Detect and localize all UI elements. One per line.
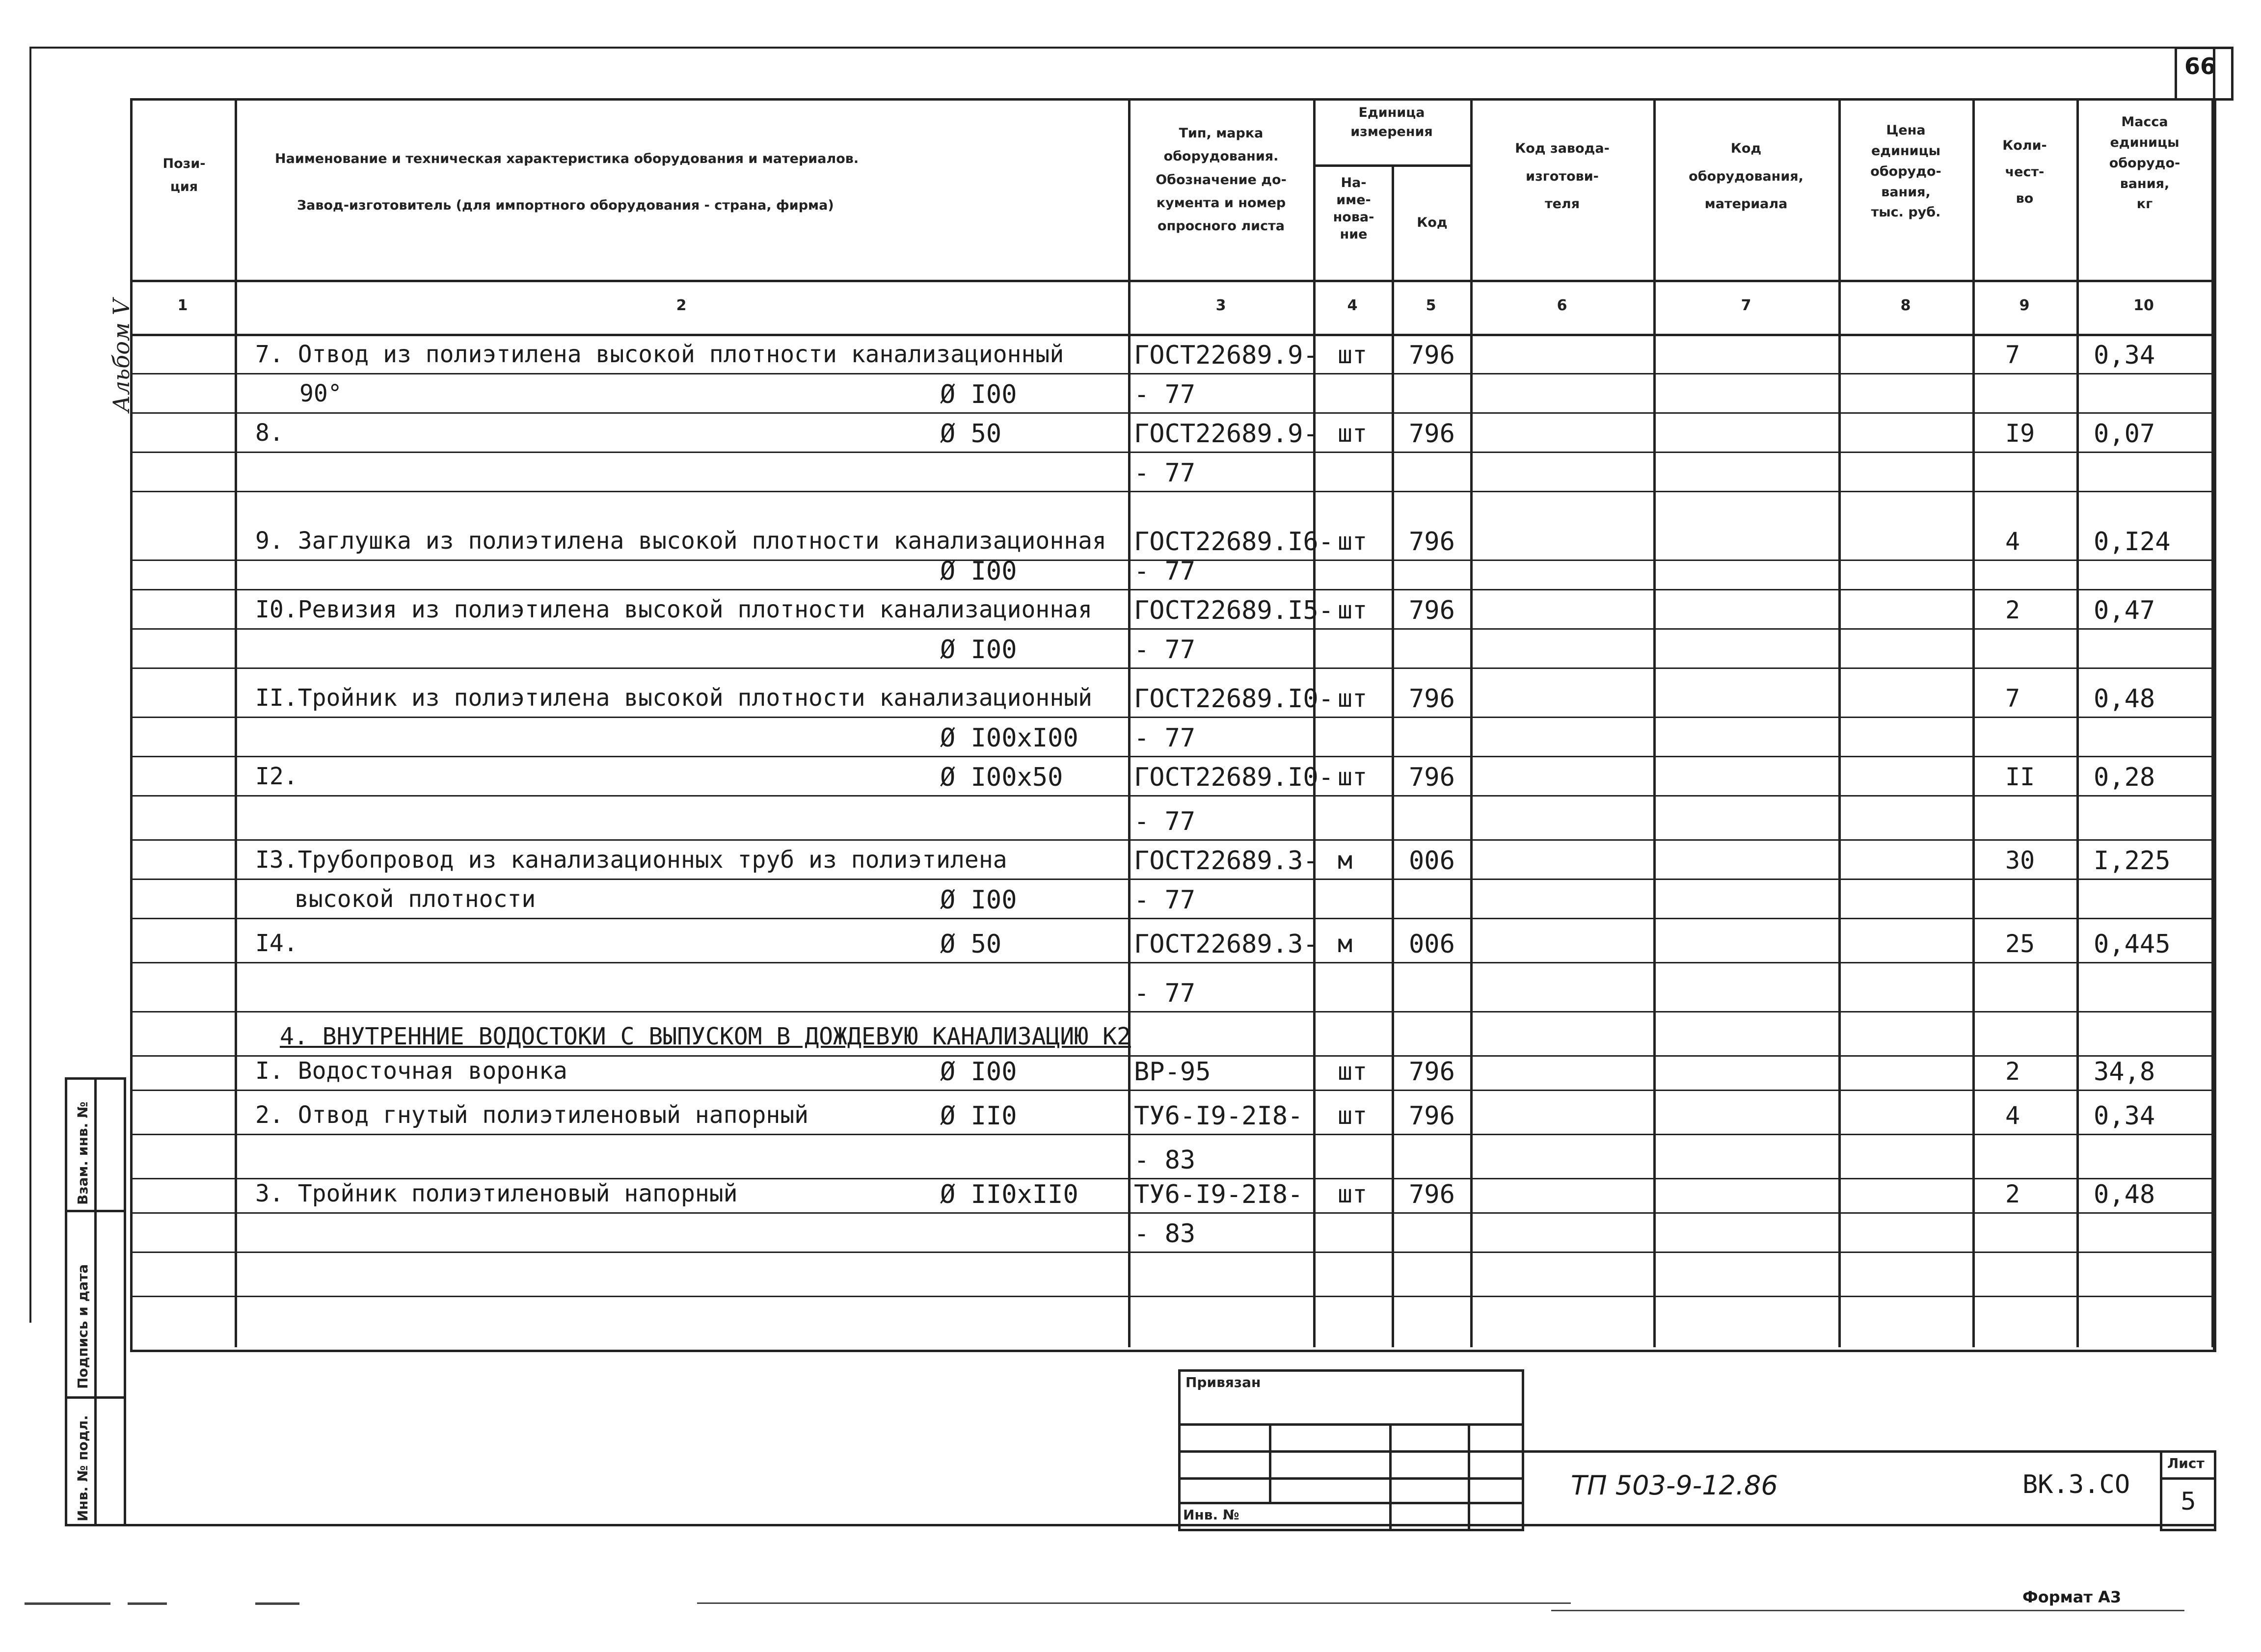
row-doc: - 77: [1134, 635, 1196, 665]
row-dia: Ø II0: [940, 1101, 1017, 1131]
column-number: 9: [2019, 297, 2030, 314]
header-doc: Тип, марка оборудования. Обозначение до- кумента и номер опросного листа: [1156, 126, 1287, 234]
side-label-sign: Подпись и дата: [75, 1264, 91, 1389]
stamp-inv-label: Инв. №: [1183, 1507, 1239, 1523]
row-doc: ГОСТ22689.9-: [1134, 341, 1319, 370]
column-number: 4: [1347, 297, 1358, 314]
row-name: 4. ВНУТРЕННИЕ ВОДОСТОКИ С ВЫПУСКОМ В ДОЖДЕВУЮ КАНАЛИЗАЦИЮ К2: [280, 1023, 1131, 1050]
row-doc: - 77: [1134, 458, 1196, 488]
format-label: Формат А3: [2022, 1588, 2122, 1606]
row-doc: ГОСТ22689.3-: [1134, 930, 1319, 959]
row-mass: I,225: [2094, 846, 2171, 876]
row-doc: - 77: [1134, 723, 1196, 753]
row-doc: ГОСТ22689.I0-: [1134, 684, 1334, 714]
row-mass: 0,445: [2094, 930, 2171, 959]
row-mass: 0,34: [2094, 1101, 2155, 1131]
row-code: 796: [1409, 763, 1455, 792]
row-dia: Ø 50: [940, 930, 1002, 959]
row-qty: 2: [2005, 1057, 2020, 1086]
row-mass: 0,47: [2094, 596, 2155, 625]
row-qty: 2: [2005, 596, 2020, 624]
row-doc: ГОСТ22689.3-: [1134, 846, 1319, 876]
row-qty: 7: [2005, 684, 2020, 713]
row-name: 8.: [255, 419, 284, 447]
row-doc: - 83: [1134, 1219, 1196, 1249]
column-number: 8: [1900, 297, 1911, 314]
column-number: 5: [1426, 297, 1436, 314]
row-name: 9. Заглушка из полиэтилена высокой плотности канализационная: [255, 527, 1106, 555]
row-unit: шт: [1338, 684, 1368, 713]
row-dia: Ø I00: [940, 557, 1017, 586]
column-number: 6: [1557, 297, 1567, 314]
row-name: I4.: [255, 930, 298, 957]
row-doc: ГОСТ22689.9-: [1134, 419, 1319, 449]
row-qty: 30: [2005, 846, 2035, 875]
row-mass: 0,28: [2094, 763, 2155, 792]
row-name: 7. Отвод из полиэтилена высокой плотности канализационный: [255, 341, 1064, 368]
row-unit: м: [1338, 846, 1353, 875]
row-doc: ТУ6-I9-2I8-: [1134, 1101, 1303, 1131]
header-unit-code: Код: [1417, 215, 1448, 230]
row-doc: - 77: [1134, 807, 1196, 836]
header-quantity: Коли- чест- во: [2002, 138, 2047, 206]
row-mass: 0,48: [2094, 1180, 2155, 1209]
row-code: 796: [1409, 527, 1455, 557]
row-code: 006: [1409, 846, 1455, 876]
side-label-inv: Инв. № подл.: [75, 1415, 91, 1521]
column-number: 2: [676, 297, 687, 314]
header-mass: Масса единицы оборудо- вания, кг: [2109, 114, 2180, 212]
column-number: 10: [2133, 297, 2154, 314]
row-code: 006: [1409, 930, 1455, 959]
row-unit: шт: [1338, 596, 1368, 624]
row-name: 2. Отвод гнутый полиэтиленовый напорный: [255, 1101, 809, 1129]
row-name: I2.: [255, 763, 298, 790]
row-unit: шт: [1338, 341, 1368, 369]
row-doc: - 77: [1134, 557, 1196, 586]
header-equipment-code: Код оборудования, материала: [1689, 141, 1803, 212]
row-mass: 0,48: [2094, 684, 2155, 714]
row-unit: м: [1338, 930, 1353, 958]
row-doc: ГОСТ22689.I6-: [1134, 527, 1334, 557]
row-name: I3.Трубопровод из канализационных труб из полиэтилена: [255, 846, 1007, 874]
row-qty: 4: [2005, 1101, 2020, 1130]
header-position: Пози- ция: [162, 156, 206, 195]
row-code: 796: [1409, 1101, 1455, 1131]
row-doc: ГОСТ22689.I0-: [1134, 763, 1334, 792]
row-dia: Ø II0xII0: [940, 1180, 1078, 1209]
row-dia: Ø I00: [940, 635, 1017, 665]
row-code: 796: [1409, 341, 1455, 370]
column-number: 7: [1741, 297, 1751, 314]
row-name: 90°: [299, 380, 342, 407]
row-name: I0.Ревизия из полиэтилена высокой плотности канализационная: [255, 596, 1093, 623]
row-name: II.Тройник из полиэтилена высокой плотности канализационный: [255, 684, 1093, 712]
row-mass: 0,I24: [2094, 527, 2171, 557]
row-doc: - 77: [1134, 380, 1196, 409]
row-doc: ТУ6-I9-2I8-: [1134, 1180, 1303, 1209]
project-code: ТП 503-9-12.86: [1571, 1470, 1778, 1501]
sheet-label: Лист: [2167, 1455, 2205, 1471]
row-doc: ВР-95: [1134, 1057, 1211, 1087]
row-dia: Ø 50: [940, 419, 1002, 449]
column-number: 3: [1215, 297, 1226, 314]
row-code: 796: [1409, 1057, 1455, 1087]
row-qty: I9: [2005, 419, 2035, 448]
row-doc: ГОСТ22689.I5-: [1134, 596, 1334, 625]
row-unit: шт: [1338, 1101, 1368, 1130]
header-name-line1: Наименование и техническая характеристика оборудования и материалов.: [275, 151, 859, 166]
row-qty: 25: [2005, 930, 2035, 958]
row-unit: шт: [1338, 527, 1368, 556]
sheet-number: 5: [2180, 1487, 2196, 1516]
row-dia: Ø I00: [940, 1057, 1017, 1087]
header-name-line2: Завод-изготовитель (для импортного оборудования - страна, фирма): [297, 198, 834, 213]
page-number: 66: [2184, 53, 2216, 80]
row-mass: 0,34: [2094, 341, 2155, 370]
album-label: Альбом V: [108, 299, 135, 412]
header-unit-name: На- име- нова- ние: [1333, 175, 1374, 242]
row-doc: - 83: [1134, 1146, 1196, 1175]
row-qty: II: [2005, 763, 2035, 791]
row-name: высокой плотности: [295, 885, 536, 913]
row-dia: Ø I00: [940, 885, 1017, 915]
row-code: 796: [1409, 596, 1455, 625]
row-qty: 4: [2005, 527, 2020, 556]
row-unit: шт: [1338, 763, 1368, 791]
side-label-replace: Взам. инв. №: [75, 1101, 91, 1205]
row-mass: 0,07: [2094, 419, 2155, 449]
header-unit-group: Единица измерения: [1350, 105, 1433, 140]
row-dia: Ø I00: [940, 380, 1017, 409]
row-name: 3. Тройник полиэтиленовый напорный: [255, 1180, 738, 1207]
row-dia: Ø I00xI00: [940, 723, 1078, 753]
header-factory-code: Код завода- изготови- теля: [1515, 141, 1610, 212]
row-unit: шт: [1338, 1057, 1368, 1086]
row-unit: шт: [1338, 1180, 1368, 1208]
stamp-privyazan-label: Привязан: [1185, 1374, 1261, 1390]
row-unit: шт: [1338, 419, 1368, 448]
row-qty: 7: [2005, 341, 2020, 369]
row-qty: 2: [2005, 1180, 2020, 1208]
row-doc: - 77: [1134, 885, 1196, 915]
row-code: 796: [1409, 684, 1455, 714]
row-dia: Ø I00x50: [940, 763, 1063, 792]
row-code: 796: [1409, 419, 1455, 449]
row-doc: - 77: [1134, 979, 1196, 1008]
row-mass: 34,8: [2094, 1057, 2155, 1087]
row-code: 796: [1409, 1180, 1455, 1209]
column-number: 1: [177, 297, 188, 314]
row-name: I. Водосточная воронка: [255, 1057, 567, 1085]
header-price: Цена единицы оборудо- вания, тыс. руб.: [1870, 123, 1941, 220]
sheet-code: ВК.З.СО: [2022, 1470, 2130, 1499]
